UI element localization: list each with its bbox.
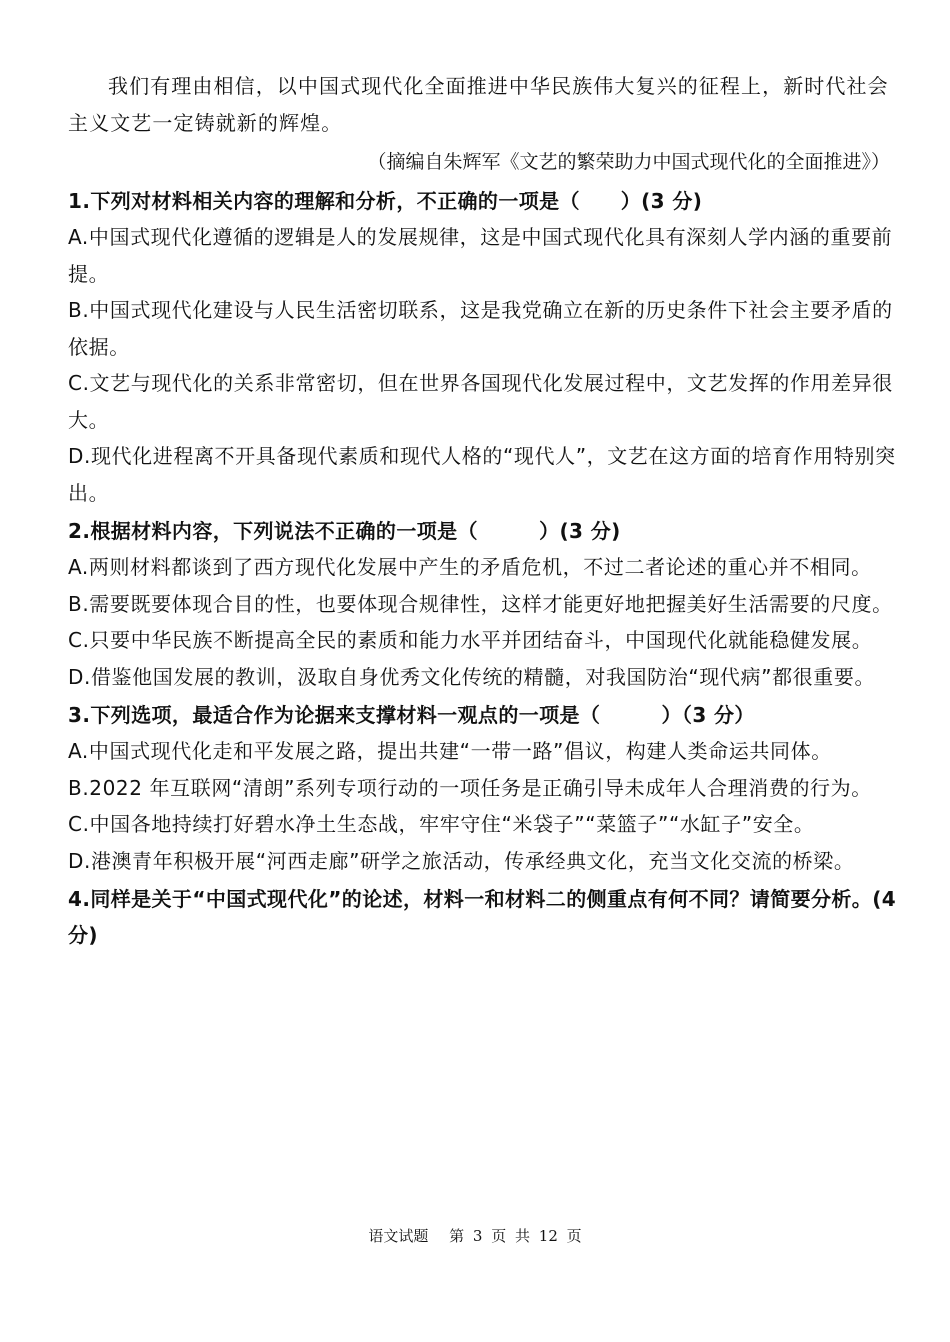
question-stem: 3.下列选项，最适合作为论据来支撑材料一观点的一项是（ ）（3 分） (68, 703, 755, 727)
passage-source: （摘编自朱辉军《文艺的繁荣助力中国式现代化的全面推进》） (367, 151, 890, 173)
option-b: B.2022 年互联网“清朗”系列专项行动的一项任务是正确引导未成年人合理消费的行为。 (68, 775, 872, 800)
option-d: D.港澳青年积极开展“河西走廊”研学之旅活动，传承经典文化，充当文化交流的桥梁。 (68, 848, 855, 873)
question-3 (68, 697, 898, 879)
option-c: C.文艺与现代化的关系非常密切，但在世界各国现代化发展过程中，文艺发挥的作用差异很大。 (68, 371, 893, 432)
option-d: D.现代化进程离不开具备现代素质和现代人格的“现代人”，文艺在这方面的培育作用特别突出。 (68, 444, 896, 505)
question-1 (68, 183, 898, 511)
option-a: A.两则材料都谈到了西方现代化发展中产生的矛盾危机，不过二者论述的重心并不相同。 (68, 555, 872, 579)
question-4 (68, 881, 898, 953)
option-b: B.中国式现代化建设与人民生活密切联系，这是我党确立在新的历史条件下社会主要矛盾的依据。 (68, 298, 893, 359)
question-stem: 1.下列对材料相关内容的理解和分析，不正确的一项是（ ）(3 分) (68, 189, 703, 213)
page-content (68, 68, 898, 953)
question-stem: 4.同样是关于“中国式现代化”的论述，材料一和材料二的侧重点有何不同？请简要分析。(4 分) (68, 887, 897, 947)
option-d: D.借鉴他国发展的教训，汲取自身优秀文化传统的精髓，对我国防治“现代病”都很重要。 (68, 664, 876, 689)
question-2 (68, 513, 898, 695)
option-c: C.中国各地持续打好碧水净土生态战，牢牢守住“米袋子”“菜篮子”“水缸子”安全。 (68, 812, 815, 836)
option-c: C.只要中华民族不断提高全民的素质和能力水平并团结奋斗，中国现代化就能稳健发展。 (68, 628, 873, 652)
option-b: B.需要既要体现合目的性，也要体现合规律性，这样才能更好地把握美好生活需要的尺度。 (68, 591, 893, 616)
footer-page-number: 第 3 页 共 12 页 (449, 1227, 582, 1245)
option-a: A.中国式现代化遵循的逻辑是人的发展规律，这是中国式现代化具有深刻人学内涵的重要前提。 (68, 225, 893, 286)
passage-paragraph: 我们有理由相信，以中国式现代化全面推进中华民族伟大复兴的征程上，新时代社会主义文艺一定铸就新的辉煌。 (68, 74, 889, 135)
page-footer (0, 1226, 950, 1246)
option-a: A.中国式现代化走和平发展之路，提出共建“一带一路”倡议，构建人类命运共同体。 (68, 739, 832, 763)
question-stem: 2.根据材料内容，下列说法不正确的一项是（ ）(3 分) (68, 519, 621, 543)
footer-subject: 语文试题 (368, 1227, 429, 1245)
